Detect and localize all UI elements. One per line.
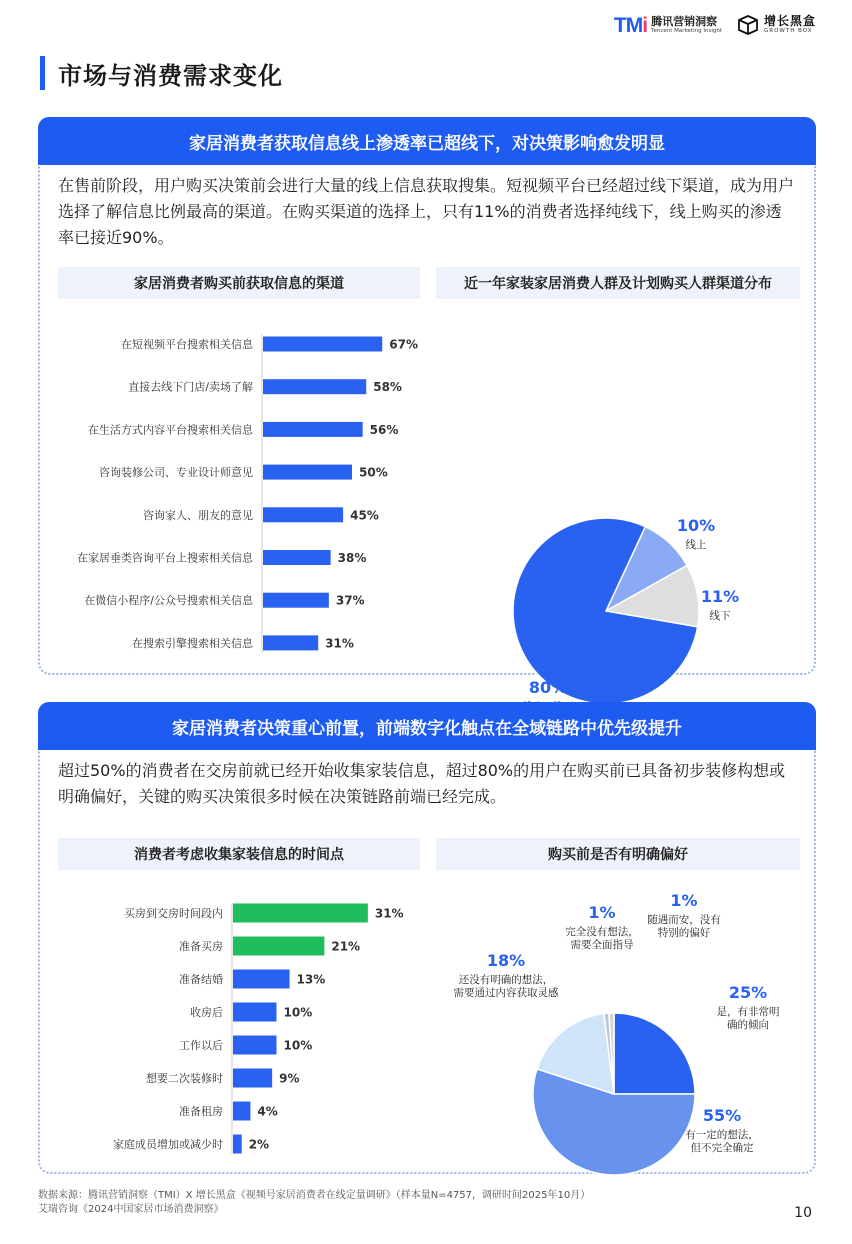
bar <box>263 379 366 394</box>
bar <box>233 970 290 989</box>
tmi-logo <box>614 15 722 36</box>
pie-value-label: 11% <box>700 587 740 606</box>
section1-description: 在售前阶段，用户购买决策前会进行大量的线上信息获取搜集。短视频平台已经超过线下渠道，成为用户选择了解信息比例最高的渠道。在购买渠道的选择上，只有11%的消费者选择纯线下，线上购买的渗透率已接近90%。 <box>58 176 795 247</box>
bar <box>263 635 318 650</box>
bar-value-label: 50% <box>359 465 388 480</box>
bar-category-label: 收房后 <box>190 1006 223 1019</box>
tmi-logo-mark: TMi <box>613 13 648 37</box>
pie-slice <box>614 1013 695 1094</box>
bar-category-label: 在家居垂类咨询平台上搜索相关信息 <box>77 551 253 565</box>
section2-description: 超过50%的消费者在交房前就已经开始收集家装信息，超过80%的用户在购买前已具备初步装修构想或明确偏好，关键的购买决策很多时候在决策链路前端已经完成。 <box>58 761 786 806</box>
bar-value-label: 21% <box>331 939 361 954</box>
bar-value-label: 13% <box>296 972 326 987</box>
bar-category-label: 直接去线下门店/卖场了解 <box>128 380 253 394</box>
pie-category-label: 但不完全确定 <box>690 1142 754 1154</box>
growth-box-logo <box>736 14 816 36</box>
bar <box>263 337 382 352</box>
section2-header: 家居消费者决策重心前置，前端数字化触点在全域链路中优先级提升 <box>38 702 816 750</box>
pie-category-label: 需要全面指导 <box>570 939 634 951</box>
section-decision-shift <box>38 702 816 1174</box>
bar-category-label: 买房到交房时间段内 <box>124 907 223 920</box>
section2-left-subtitle: 消费者考虑收集家装信息的时间点 <box>58 838 420 870</box>
pie-category-label: 需要通过内容获取灵感 <box>453 987 559 999</box>
bar-value-label: 45% <box>350 508 379 523</box>
bar-category-label: 在搜索引擎搜索相关信息 <box>132 636 253 650</box>
bar <box>233 1102 250 1121</box>
bar <box>263 465 352 480</box>
bar-category-label: 在微信小程序/公众号搜索相关信息 <box>84 594 253 608</box>
pie-value-label: 80% <box>528 678 568 697</box>
bar-value-label: 58% <box>373 380 402 395</box>
bar-category-label: 咨询家人、朋友的意见 <box>143 508 253 522</box>
growth-box-cn: 增长黑盒 <box>763 14 816 29</box>
tmi-logo-en: Tencent Marketing Insight <box>651 27 722 34</box>
pie-value-label: 25% <box>728 983 768 1002</box>
box-icon <box>736 14 760 36</box>
pie-category-label: 完全没有想法， <box>565 926 639 938</box>
bar-value-label: 9% <box>279 1071 300 1086</box>
bar <box>233 904 368 923</box>
bar-category-label: 家庭成员增加或减少时 <box>113 1138 223 1151</box>
bar <box>263 507 343 522</box>
preference-pie-chart <box>430 876 814 1166</box>
bar-value-label: 37% <box>335 593 365 608</box>
purchase-channel-pie-chart <box>430 315 814 697</box>
pie-category-label: 有一定的想法， <box>685 1129 759 1141</box>
bar <box>233 1069 272 1088</box>
pie-category-label: 是，有非常明 <box>716 1006 780 1018</box>
pie-category-label: 还没有明确的想法， <box>458 974 554 986</box>
bar-category-label: 准备租房 <box>179 1105 223 1118</box>
bar-value-label: 4% <box>257 1104 278 1119</box>
bar-value-label: 31% <box>325 636 354 651</box>
bar <box>233 1036 277 1055</box>
page-title-text: 市场与消费需求变化 <box>58 61 283 90</box>
bar <box>263 593 329 608</box>
bar-value-label: 10% <box>283 1038 313 1053</box>
bar <box>233 937 324 956</box>
pie-value-label: 10% <box>676 516 716 535</box>
pie-category-label: 随遇而安，没有 <box>647 914 721 926</box>
bar-category-label: 准备买房 <box>179 940 223 953</box>
bar-category-label: 咨询装修公司、专业设计师意见 <box>99 466 253 480</box>
section1-left-subtitle: 家居消费者购买前获取信息的渠道 <box>58 267 420 299</box>
bar <box>263 422 363 437</box>
info-channel-bar-chart <box>40 315 430 661</box>
page-title <box>40 56 283 90</box>
source-footnote <box>38 1189 590 1217</box>
bar-value-label: 2% <box>248 1137 270 1152</box>
info-timing-bar-chart <box>40 884 430 1162</box>
growth-box-en: GROWTH BOX <box>763 28 813 35</box>
bar-value-label: 56% <box>369 422 399 437</box>
bar <box>233 1003 277 1022</box>
bar-category-label: 工作以后 <box>179 1039 223 1052</box>
bar-value-label: 31% <box>374 906 404 921</box>
pie-value-label: 1% <box>670 891 698 910</box>
bar-value-label: 67% <box>389 337 418 352</box>
section1-header: 家居消费者获取信息线上渗透率已超线下，对决策影响愈发明显 <box>38 117 816 165</box>
bar-category-label: 在生活方式内容平台搜索相关信息 <box>88 423 253 437</box>
pie-value-label: 1% <box>588 903 616 922</box>
bar <box>263 550 331 565</box>
bar-category-label: 想要二次装修时 <box>146 1072 223 1085</box>
header-logos <box>614 14 816 36</box>
section-online-penetration <box>38 117 816 697</box>
bar-value-label: 10% <box>283 1005 313 1020</box>
page-number: 10 <box>794 1205 812 1221</box>
section1-right-subtitle: 近一年家装家居消费人群及计划购买人群渠道分布 <box>436 267 800 299</box>
pie-category-label: 特别的偏好 <box>657 927 711 939</box>
pie-value-label: 55% <box>702 1106 742 1125</box>
section2-right-subtitle: 购买前是否有明确偏好 <box>436 838 800 870</box>
bar-category-label: 在短视频平台搜索相关信息 <box>121 338 253 351</box>
tmi-logo-cn: 腾讯营销洞察 <box>651 14 718 28</box>
bar <box>233 1135 242 1154</box>
bar-category-label: 准备结婚 <box>179 973 223 986</box>
pie-category-label: 确的倾向 <box>727 1019 769 1031</box>
source-line-1: 数据来源：腾讯营销洞察（TMI）X 增长黑盒《视频号家居消费者在线定量调研》（样本量N=4757，调研时间2025年10月） <box>38 1190 591 1201</box>
pie-category-label: 线下 <box>709 610 731 622</box>
bar-value-label: 38% <box>337 551 367 565</box>
source-line-2: 艾瑞咨询《2024中国家居市场消费洞察》 <box>38 1204 224 1215</box>
title-accent-bar <box>40 56 45 90</box>
pie-category-label: 线上 <box>685 539 707 551</box>
pie-value-label: 18% <box>486 951 526 970</box>
